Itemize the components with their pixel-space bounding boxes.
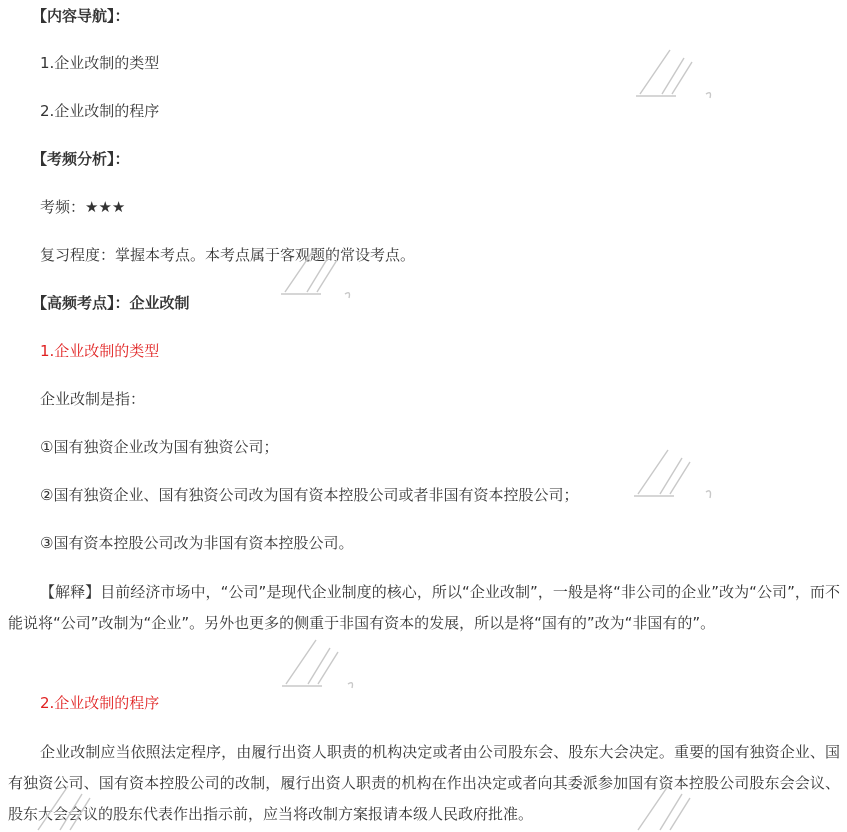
nav-heading: 【内容导航】： — [32, 7, 130, 25]
section1-title: 1.企业改制的类型 — [40, 342, 160, 360]
topic-heading: 【高频考点】：企业改制 — [32, 294, 190, 312]
freq-heading: 【考频分析】： — [32, 150, 130, 168]
nav-item-1: 1.企业改制的类型 — [40, 54, 160, 72]
section1-item-3: ③国有资本控股公司改为非国有资本控股公司。 — [40, 534, 354, 552]
section1-item-2: ②国有独资企业、国有独资公司改为国有资本控股公司或者非国有资本控股公司； — [40, 486, 579, 504]
freq-level — [40, 197, 125, 217]
watermark-mark — [278, 630, 368, 690]
freq-review: 复习程度：掌握本考点。本考点属于客观题的常设考点。 — [40, 246, 416, 264]
watermark-mark — [632, 40, 722, 100]
section1-item-1: ①国有独资企业改为国有独资公司； — [40, 438, 279, 456]
section1-intro: 企业改制是指： — [40, 390, 146, 408]
freq-level-label: 考频： — [40, 198, 86, 216]
watermark-mark — [630, 440, 720, 500]
freq-stars: ★★★ — [85, 198, 126, 216]
section2-title: 2.企业改制的程序 — [40, 694, 160, 712]
section2-body: 企业改制应当依照法定程序，由履行出资人职责的机构决定或者由公司股东会、股东大会决定。重要的国有独资企业、国有独资公司、国有资本控股公司的改制，履行出资人职责的机构在作出决定或者向其委派参加国有资本控股公司股东会会议、股东大会会议的股东代表作出指示前，应当将改制方案报请本级人民政府批准。 — [8, 743, 840, 823]
nav-item-2: 2.企业改制的程序 — [40, 102, 160, 120]
section1-explanation: 【解释】目前经济市场中，“公司”是现代企业制度的核心，所以“企业改制”，一般是将“非公司的企业”改为“公司”，而不能说将“公司”改制为“企业”。另外也更多的侧重于非国有资本的发展，所以是将“国有的”改为“非国有的”。 — [8, 583, 840, 632]
